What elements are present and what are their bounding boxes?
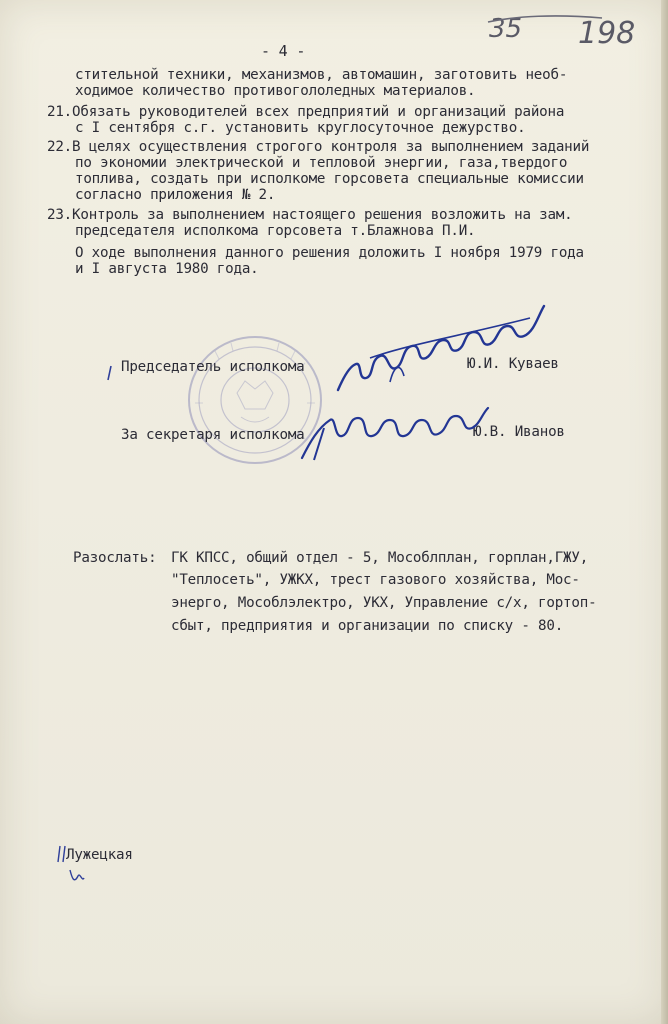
secretary-title: За секретаря исполкома: [121, 427, 305, 443]
distribution-line-2: "Теплосеть", УЖКХ, трест газового хозяйства, Мос-: [171, 572, 580, 588]
archive-number-old: 35: [489, 14, 523, 44]
tick-mark: [105, 364, 115, 384]
body-line-12: и I августа 1980 года.: [75, 261, 259, 277]
body-line-10: председателя исполкома горсовета т.Блажнова П.И.: [75, 223, 476, 239]
body-line-11: О ходе выполнения данного решения доложить I ноября 1979 года: [75, 245, 584, 261]
distribution-label: Разослать:: [73, 550, 157, 566]
body-line-1: стительной техники, механизмов, автомашин, заготовить необ-: [75, 67, 568, 83]
body-line-2: ходимое количество противогололедных материалов.: [75, 83, 476, 99]
body-line-4: с I сентября с.г. установить круглосуточное дежурство.: [75, 120, 526, 136]
distribution-line-3: энерго, Мособлэлектро, УКХ, Управление с/х, гортоп-: [171, 595, 597, 611]
distribution-line-1: ГК КПСС, общий отдел - 5, Мособлплан, горплан,ГЖУ,: [171, 550, 589, 566]
chairman-title: Председатель исполкома: [121, 359, 305, 375]
chairman-name: Ю.И. Куваев: [467, 356, 559, 372]
body-line-8: согласно приложения № 2.: [75, 187, 276, 203]
body-line-5: 22.В целях осуществления строгого контроля за выполнением заданий: [47, 139, 590, 155]
secretary-signature: [296, 398, 496, 468]
executor-name: Лужецкая: [66, 847, 133, 863]
distribution-line-4: сбыт, предприятия и организации по списку - 80.: [171, 618, 564, 634]
body-line-7: топлива, создать при исполкоме горсовета специальные комиссии: [75, 171, 584, 187]
body-line-9: 23.Контроль за выполнением настоящего решения возложить на зам.: [47, 207, 573, 223]
page-edge: [661, 0, 668, 1024]
chairman-signature: [330, 296, 560, 396]
body-line-6: по экономии электрической и тепловой энергии, газа,твердого: [75, 155, 568, 171]
secretary-name: Ю.В. Иванов: [473, 424, 565, 440]
archive-number-new: 198: [578, 16, 636, 51]
body-line-3: 21.Обязать руководителей всех предприятий и организаций района: [47, 104, 565, 120]
page-number: - 4 -: [261, 42, 306, 60]
